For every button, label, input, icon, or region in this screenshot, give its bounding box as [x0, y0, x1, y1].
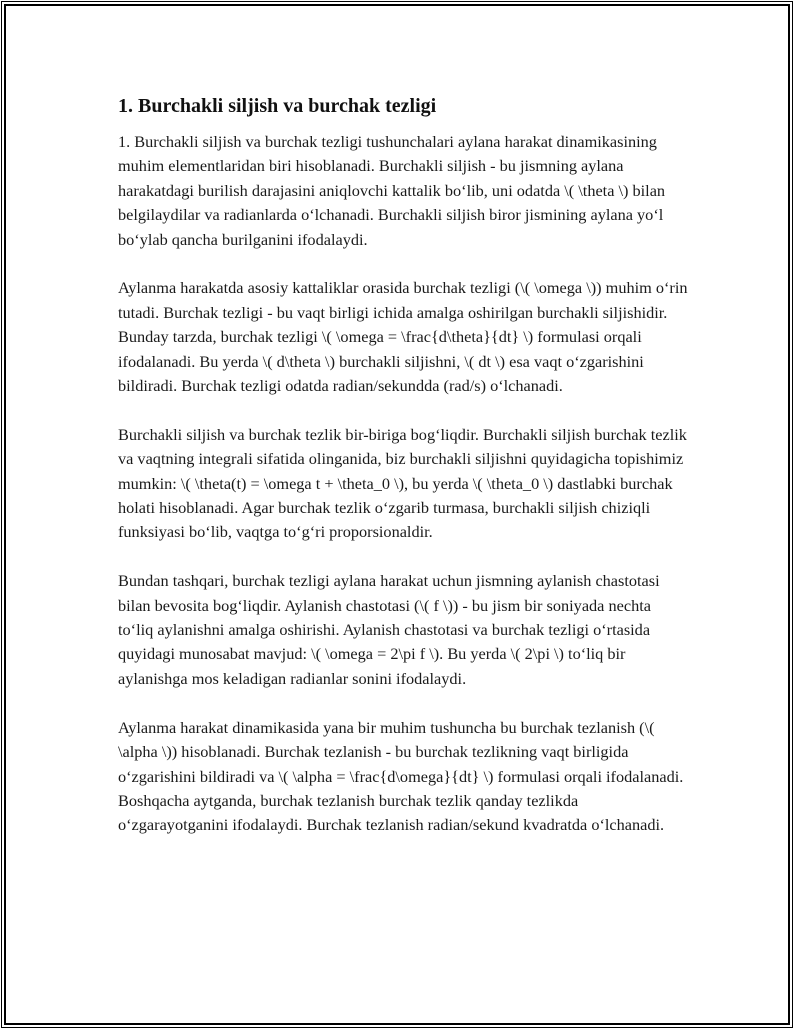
document-body: [118, 92, 688, 862]
section-heading: 1. Burchakli siljish va burchak tezligi: [118, 95, 437, 117]
paragraph-5: Aylanma harakat dinamikasida yana bir muhim tushuncha bu burchak tezlanish (\( \alpha \)) hisoblanadi. Burchak tezlanish - bu burchak tezlikning vaqt birligida o‘zgarishini bildiradi va \( \alpha = \frac{d\omega}{dt} \) formulasi orqali ifodalanadi. Boshqacha aytganda, burchak tezlanish burchak tezlik qanday tezlikda o‘zgarayotganini ifodalaydi. Burchak tezlanish radian/sekund kvadratda o‘lchanadi.: [118, 717, 684, 835]
paragraph-4: Bundan tashqari, burchak tezligi aylana harakat uchun jismning aylanish chastotasi bilan bevosita bog‘liqdir. Aylanish chastotasi (\( f \)) - bu jism bir soniyada nechta to‘liq aylanishni amalga oshirishi. Aylanish chastotasi va burchak tezligi o‘rtasida quyidagi munosabat mavjud: \( \omega = 2\pi f \). Bu yerda \( 2\pi \) to‘liq bir aylanishga mos keladigan radianlar sonini ifodalaydi.: [118, 571, 660, 688]
paragraph-3: Burchakli siljish va burchak tezlik bir-biriga bog‘liqdir. Burchakli siljish burchak tezlik va vaqtning integrali sifatida olinganida, biz burchakli siljishni quyidagicha topishimiz mumkin: \( \theta(t) = \omega t + \theta_0 \), bu yerda \( \theta_0 \) dastlabki burchak holati hisoblanadi. Agar burchak tezlik o‘zgarib turmasa, burchakli siljish chiziqli funksiyasi bo‘lib, vaqtga to‘g‘ri proporsionaldir.: [118, 424, 687, 542]
paragraph-1: 1. Burchakli siljish va burchak tezligi tushunchalari aylana harakat dinamikasining muhim elementlaridan biri hisoblanadi. Burchakli siljish - bu jismning aylana harakatdagi burilish darajasini aniqlovchi kattalik bo‘lib, uni odatda \( \theta \) bilan belgilaydilar va radianlarda o‘lchanadi. Burchakli siljish biror jismining aylana yo‘l bo‘ylab qancha burilganini ifodalaydi.: [118, 132, 666, 249]
paragraph-2: Aylanma harakatda asosiy kattaliklar orasida burchak tezligi (\( \omega \)) muhim o‘rin tutadi. Burchak tezligi - bu vaqt birligi ichida amalga oshirilgan burchakli siljishidir. Bunday tarzda, burchak tezligi \( \omega = \frac{d\theta}{dt} \) formulasi orqali ifodalanadi. Bu yerda \( d\theta \) burchakli siljishni, \( dt \) esa vaqt o‘zgarishini bildiradi. Burchak tezligi odatda radian/sekundda (rad/s) o‘lchanadi.: [118, 278, 688, 396]
